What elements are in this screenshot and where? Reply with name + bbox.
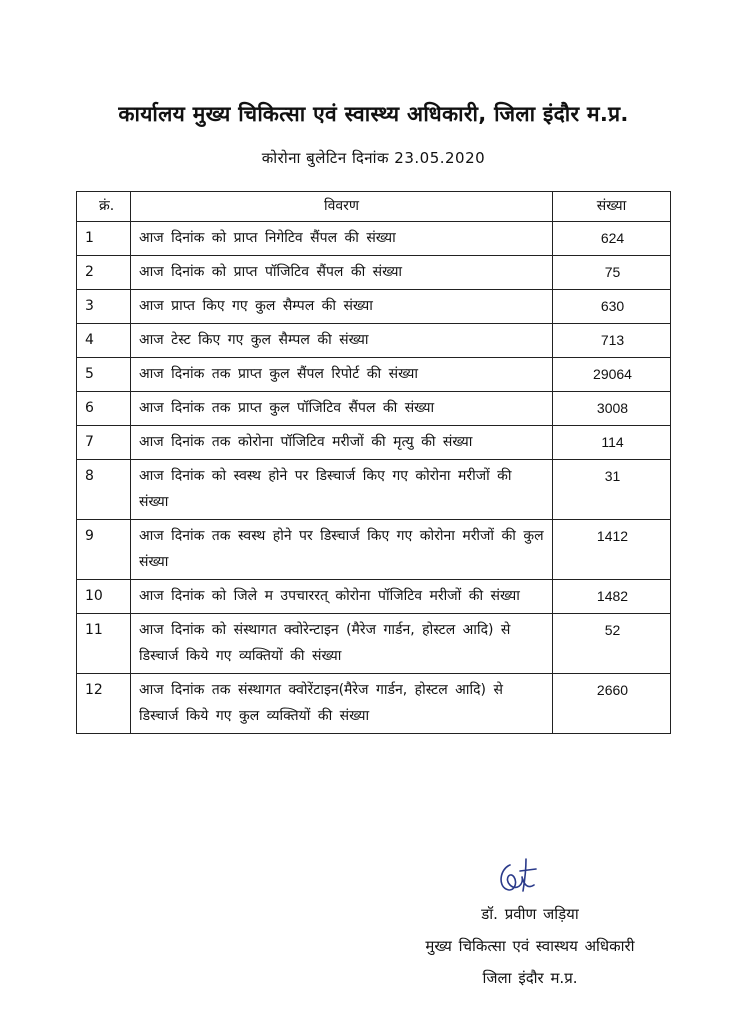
table-row [77,222,671,256]
table-header-row [77,192,671,222]
table-row [77,460,671,520]
row-description: आज दिनांक तक कोरोना पॉजिटिव मरीजों की मृत्यु की संख्या [131,426,553,460]
row-description: आज दिनांक को संस्थागत क्वोरेन्टाइन (मैरेज गार्डन, होस्टल आदि) से डिस्चार्ज किये गए व्यक्तियों की संख्या [131,614,553,674]
table-row [77,520,671,580]
signatory-name: डॉ. प्रवीण जड़िया [481,905,579,923]
row-serial: 1 [77,222,131,256]
signatory-location: जिला इंदौर म.प्र. [482,969,578,987]
row-count: 29064 [553,358,671,392]
row-count: 624 [553,222,671,256]
signature-block [380,898,680,994]
row-description: आज दिनांक तक स्वस्थ होने पर डिस्चार्ज किए गए कोरोना मरीजों की कुल संख्या [131,520,553,580]
row-count: 52 [553,614,671,674]
table-row [77,580,671,614]
row-count: 31 [553,460,671,520]
table-row [77,392,671,426]
row-count: 3008 [553,392,671,426]
row-description: आज प्राप्त किए गए कुल सैम्पल की संख्या [131,290,553,324]
row-count: 75 [553,256,671,290]
row-serial: 2 [77,256,131,290]
column-header-description: विवरण [131,192,553,222]
row-serial: 7 [77,426,131,460]
row-count: 1482 [553,580,671,614]
row-serial: 9 [77,520,131,580]
row-serial: 8 [77,460,131,520]
row-count: 2660 [553,674,671,734]
table-row [77,614,671,674]
table-row [77,358,671,392]
table-body [77,222,671,734]
row-description: आज दिनांक को प्राप्त निगेटिव सैंपल की संख्या [131,222,553,256]
table-row [77,426,671,460]
bulletin-table [76,191,671,734]
row-description: आज दिनांक तक प्राप्त कुल सैंपल रिपोर्ट की संख्या [131,358,553,392]
row-serial: 5 [77,358,131,392]
row-description: आज दिनांक तक संस्थागत क्वोरेंटाइन(मैरेज गार्डन, होस्टल आदि) से डिस्चार्ज किये गए कुल व्यक्तियों की संख्या [131,674,553,734]
row-count: 1412 [553,520,671,580]
row-description: आज दिनांक को स्वस्थ होने पर डिस्चार्ज किए गए कोरोना मरीजों की संख्या [131,460,553,520]
row-serial: 6 [77,392,131,426]
row-serial: 11 [77,614,131,674]
table-row [77,256,671,290]
column-header-sn: क्रं. [77,192,131,222]
row-serial: 4 [77,324,131,358]
column-header-count: संख्या [553,192,671,222]
table-row [77,290,671,324]
table-row [77,324,671,358]
row-count: 630 [553,290,671,324]
row-serial: 12 [77,674,131,734]
row-serial: 10 [77,580,131,614]
row-count: 114 [553,426,671,460]
row-description: आज टेस्ट किए गए कुल सैम्पल की संख्या [131,324,553,358]
row-description: आज दिनांक को जिले म उपचाररत् कोरोना पॉजिटिव मरीजों की संख्या [131,580,553,614]
row-serial: 3 [77,290,131,324]
row-description: आज दिनांक तक प्राप्त कुल पॉजिटिव सैंपल की संख्या [131,392,553,426]
office-title: कार्यालय मुख्य चिकित्सा एवं स्वास्थ्य अधिकारी, जिला इंदौर म.प्र. [118,102,629,126]
signature-image [492,855,544,901]
row-count: 713 [553,324,671,358]
row-description: आज दिनांक को प्राप्त पॉजिटिव सैंपल की संख्या [131,256,553,290]
signatory-designation: मुख्य चिकित्सा एवं स्वास्थय अधिकारी [425,937,635,955]
bulletin-date: कोरोना बुलेटिन दिनांक 23.05.2020 [261,149,486,167]
table-row [77,674,671,734]
